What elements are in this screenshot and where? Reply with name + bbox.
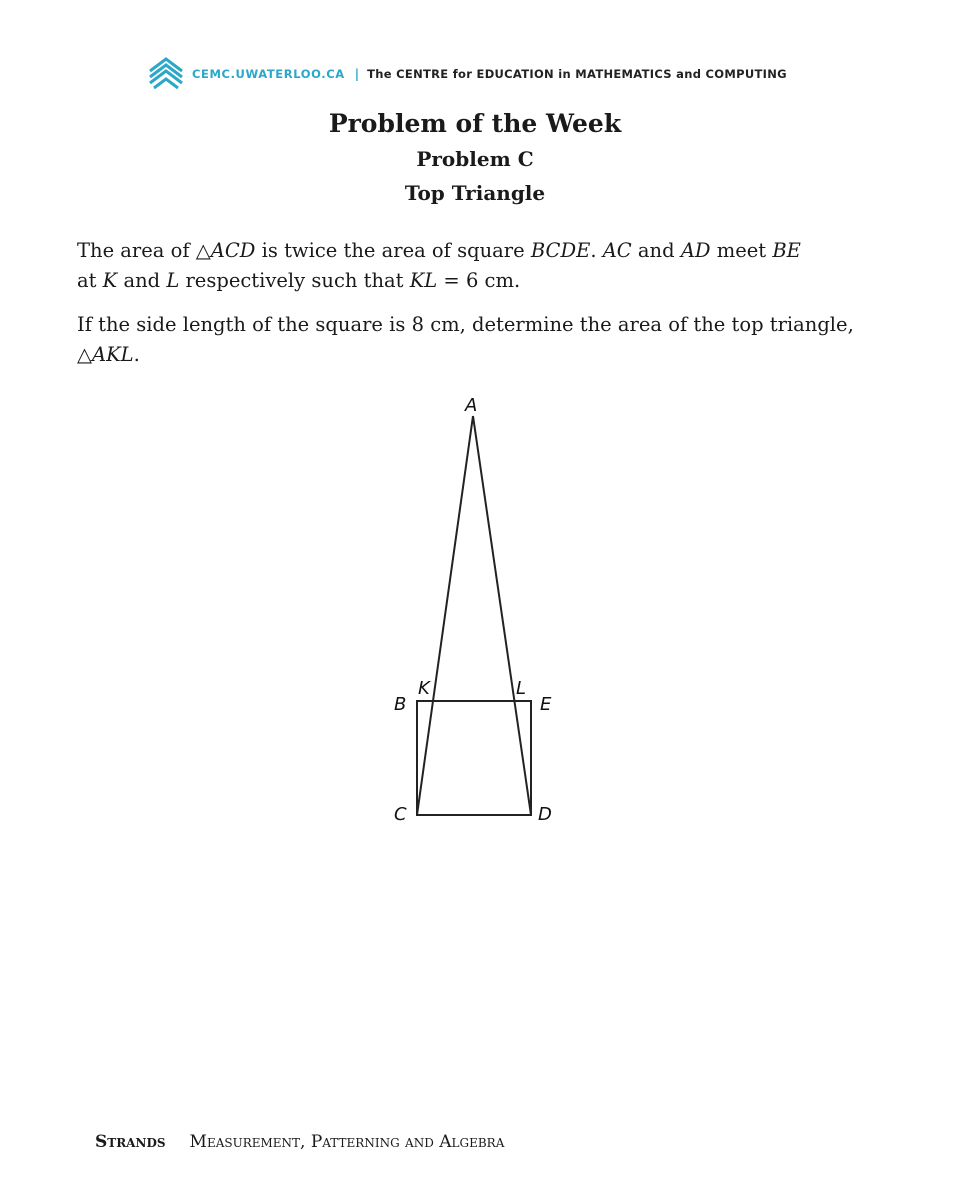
square-bcde — [417, 701, 531, 815]
problem-statement-1: The area of △ACD is twice the area of square BCDE. AC and AD meet BE at K and L respectively such that KL = 6 cm. — [77, 239, 801, 292]
problem-title: Top Triangle — [404, 181, 546, 205]
segment-ac — [417, 416, 473, 815]
strands-footer — [95, 1132, 504, 1152]
label-l: L — [516, 678, 527, 699]
problem-statement-2: If the side length of the square is 8 cm, determine the area of the top triangle, △AKL. — [77, 313, 854, 366]
page-title: Problem of the Week — [328, 109, 622, 138]
label-c: C — [394, 804, 407, 825]
label-a: A — [465, 395, 478, 416]
problem-level: Problem C — [416, 147, 534, 171]
strands-list: Measurement, Patterning and Algebra — [189, 1132, 505, 1152]
label-b: B — [394, 694, 407, 715]
cemc-wave-icon — [146, 57, 186, 91]
strands-label: Strands — [95, 1132, 166, 1152]
header-separator: | — [354, 67, 360, 81]
organization-name: The CENTRE for EDUCATION in MATHEMATICS and COMPUTING — [367, 67, 787, 81]
segment-ad — [473, 416, 531, 815]
site-name[interactable]: CEMC.UWATERLOO.CA — [192, 67, 345, 81]
geometry-diagram — [380, 388, 580, 838]
label-d: D — [538, 804, 552, 825]
label-e: E — [540, 694, 552, 715]
header — [146, 56, 787, 92]
label-k: K — [418, 678, 430, 699]
title-block — [0, 106, 950, 210]
